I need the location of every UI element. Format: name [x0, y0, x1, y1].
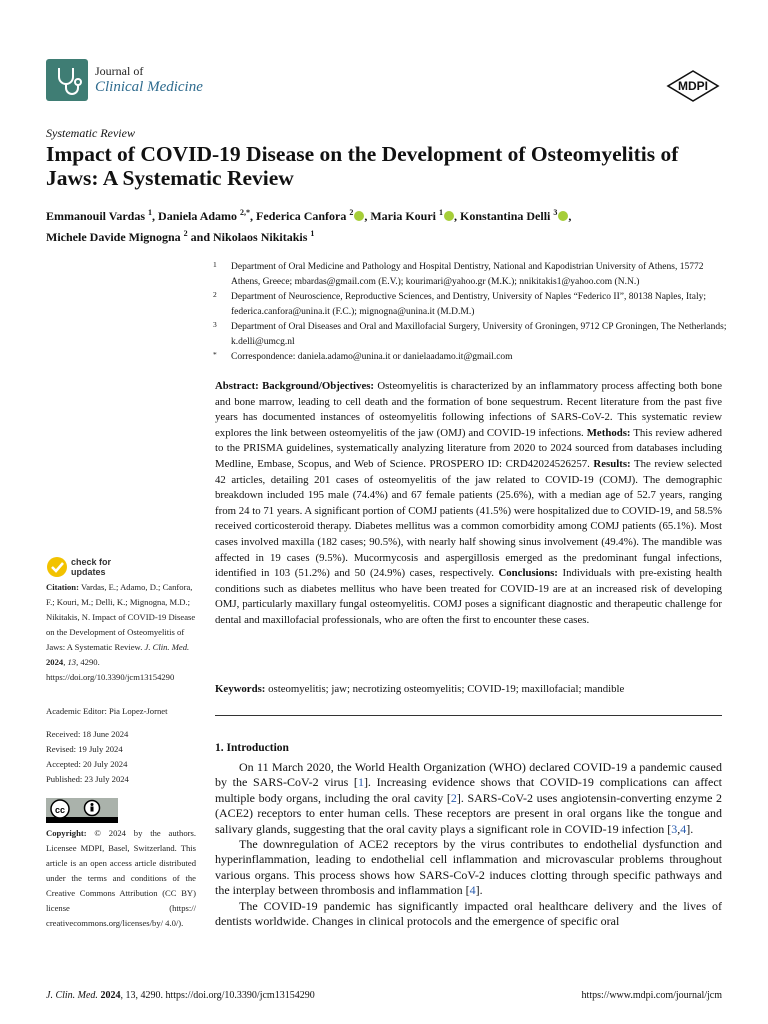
- author-affiliation-sup: 2: [349, 208, 354, 217]
- author-affiliation-sup: 1: [439, 208, 444, 217]
- reference-link[interactable]: 3: [671, 821, 678, 836]
- reference-link[interactable]: 4: [469, 883, 476, 898]
- copyright-notice: Copyright: © 2024 by the authors. Licensee MDPI, Basel, Switzerland. This article is an open access article distributed under the terms and conditions of the Creative Commons Attribution (CC BY) license (https:// creativecommons.org/licenses/by/ 4.0/).: [46, 828, 196, 928]
- journal-name: Clinical Medicine: [95, 79, 203, 95]
- keywords: [215, 682, 722, 697]
- received-date: Received: 18 June 2024: [46, 729, 129, 739]
- accepted-date: Accepted: 20 July 2024: [46, 759, 128, 769]
- svg-text:cc: cc: [54, 805, 66, 815]
- academic-editor: Academic Editor: Pia Lopez-Jornet: [46, 706, 168, 716]
- paragraph: The COVID-19 pandemic has significantly impacted oral healthcare delivery and the lives of dentists worldwide. Changes in clinical protocols and the emergence of specific oral: [215, 898, 722, 929]
- mdpi-logo: [665, 70, 721, 102]
- journal-logo: [46, 59, 88, 101]
- author-name: Emmanouil Vardas: [46, 209, 149, 223]
- article-type: Systematic Review: [46, 126, 135, 140]
- revised-date: Revised: 19 July 2024: [46, 744, 123, 754]
- paragraph: The downregulation of ACE2 receptors by the virus contributes to endothelial dysfunction and hyperinflammation, leading to endothelial cell inflammation and microvascular problems throughout various organs. This process shows how SARS-CoV-2 induces clotting through specific pathways and the interplay between thrombosis and inflammation [4].: [215, 837, 722, 898]
- author-affiliation-sup: 1: [148, 208, 153, 217]
- journal-prefix: Journal of: [95, 64, 144, 78]
- orcid-icon[interactable]: [558, 211, 568, 221]
- author-affiliation-sup: 1: [310, 229, 315, 238]
- abstract-results-label: Results:: [593, 457, 631, 470]
- orcid-icon[interactable]: [444, 211, 454, 221]
- affiliation-item: 1 Department of Oral Medicine and Pathology and Hospital Dentistry, National and Kapodistrian University of Athens, 15772 Athens, Greece; mbardas@gmail.com (E.V.); kourimari@yahoo.gr (M.K.); nnikitakis1@yahoo.com (N.N.): [213, 260, 704, 287]
- abstract-conclusions: Individuals with pre-existing health conditions such as diabetes mellitus who have been treated for COVID-19 are at an increased risk of developing OMJ, particularly maxillary fungal osteomyelitis. COMJ poses a significant diagnostic and therapeutic challenge for dental and maxillofacial professionals, who are often the first to encounter these cases.: [215, 567, 722, 626]
- abstract-background-label: Background/Objectives:: [262, 380, 375, 392]
- check-for-updates-button[interactable]: check for updates: [71, 557, 112, 577]
- orcid-icon[interactable]: [354, 211, 364, 221]
- publication-dates: [46, 727, 196, 787]
- stethoscope-icon: [46, 59, 88, 101]
- abstract-methods-label: Methods:: [586, 426, 631, 439]
- author-affiliation-sup: 3: [553, 208, 558, 217]
- abstract-background: Osteomyelitis is characterized by an inflammatory process affecting both bone and bone marrow, leading to cell death and the formation of bone sequestrum. Recent literature from the past five years has documented instances of osteomyelitis following infections of SARS-CoV-2. This systematic review explores the link between osteomyelitis of the jaw (OMJ) and COVID-19 infections.: [215, 380, 722, 439]
- abstract: [215, 379, 722, 629]
- affiliations: [213, 260, 728, 365]
- article-title: Impact of COVID-19 Disease on the Development of Osteomyelitis of Jaws: A Systematic Review: [46, 142, 679, 190]
- author-affiliation-sup: 2,*: [240, 208, 251, 217]
- keywords-text: osteomyelitis; jaw; necrotizing osteomyelitis; COVID-19; maxillofacial; mandible: [268, 683, 625, 695]
- check-for-updates-icon[interactable]: [46, 556, 68, 578]
- section-divider: [215, 715, 722, 716]
- paragraph: On 11 March 2020, the World Health Organization (WHO) declared COVID-19 a pandemic caused by the SARS-CoV-2 virus [1]. Increasing evidence shows that COVID-19 complications can affect multiple body organs, including the oral cavity [2]. SARS-CoV-2 uses angiotensin-converting enzyme 2 (ACE2) receptors to enter human cells. These receptors are present in oral organs like the tongue and salivary glands, suggesting that the oral cavity plays a significant role in COVID-19 infection [3,4].: [215, 760, 722, 836]
- reference-link[interactable]: 1: [357, 775, 364, 790]
- abstract-label: Abstract:: [215, 380, 259, 392]
- author-name: Daniela Adamo: [158, 209, 241, 223]
- abstract-results: The review selected 42 articles, detailing 201 cases of osteomyelitis of the jaw related to COVID-19 (COMJ). The demographic breakdown included 195 male (74.4%) and 67 female patients (25.6%), with a median age of 52.7 years, ranging from 24 to 71 years. A significant portion of COMJ patients (41.5%) were hospitalized due to COVID-19, and 58.5% received corticosteroid therapy. Diabetes mellitus was a common comorbidity among COMJ patients (65.1%). Most cases involved maxilla (182 cases; 90.5%), with nearly half showing sinus involvement (49.4%). The mandible was affected in 19 cases (9.5%). Mucormycosis and aspergillosis emerged as the predominant fungal infections, identified in 103 (51.2%) and 50 (24.9%) cases, respectively.: [215, 457, 723, 580]
- affiliation-item: * Correspondence: daniela.adamo@unina.it or danielaadamo.it@gmail.com: [213, 350, 513, 362]
- introduction-body: [215, 760, 722, 929]
- author-name: Maria Kouri: [370, 209, 440, 223]
- cc-by-license-icon[interactable]: [46, 798, 118, 823]
- footer-journal-url[interactable]: https://www.mdpi.com/journal/jcm: [581, 990, 722, 1001]
- citation: Citation: Vardas, E.; Adamo, D.; Canfora, F.; Kouri, M.; Delli, K.; Mignogna, M.D.; Nikitakis, N. Impact of COVID-19 Disease on the Development of Osteomyelitis of Jaws: A Systematic Review. J. Clin. Med. 2024, 13, 4290. https://doi.org/10.3390/jcm13154290: [46, 582, 196, 682]
- abstract-conclusions-label: Conclusions:: [498, 567, 558, 580]
- footer-citation: J. Clin. Med. 2024, 13, 4290. https://doi.org/10.3390/jcm13154290: [46, 990, 315, 1001]
- section-heading-introduction: 1. Introduction: [215, 742, 289, 754]
- affiliation-item: 2 Department of Neuroscience, Reproductive Sciences, and Dentistry, University of Naples “Federico II”, 80138 Naples, Italy; federica.canfora@unina.it (F.C.); mignogna@unina.it (M.D.M.): [213, 290, 707, 317]
- author-list: Emmanouil Vardas $^1$, Daniela Adamo $^{2,*}$, Federica Canfora $^2$ , Maria Kouri $^1$ , Konstantina Delli $^3$ , Michele Davide Mignogna $^2$ and Nikolaos Nikitakis $^1$: [46, 208, 572, 244]
- svg-text:MDPI: MDPI: [678, 79, 708, 93]
- abstract-methods: This review adhered to the PRISMA guidelines, systematically analyzing literature from 2020 to 2024 sourced from databases including Medline, Embase, Scopus, and Web of Science. PROSPERO ID: CRD42024526257.: [215, 426, 722, 470]
- reference-link[interactable]: 2: [450, 790, 457, 805]
- author-name: Michele Davide Mignogna: [46, 230, 184, 244]
- author-name: Federica Canfora: [256, 209, 350, 223]
- author-affiliation-sup: 2: [183, 229, 188, 238]
- published-date: Published: 23 July 2024: [46, 774, 129, 784]
- author-name: Nikolaos Nikitakis: [213, 230, 311, 244]
- keywords-label: Keywords:: [215, 683, 266, 695]
- author-name: Konstantina Delli: [460, 209, 554, 223]
- reference-link[interactable]: 4: [680, 821, 687, 836]
- affiliation-item: 3 Department of Oral Diseases and Oral and Maxillofacial Surgery, University of Groningen, 9712 CP Groningen, The Netherlands; k.delli@umcg.nl: [213, 320, 727, 347]
